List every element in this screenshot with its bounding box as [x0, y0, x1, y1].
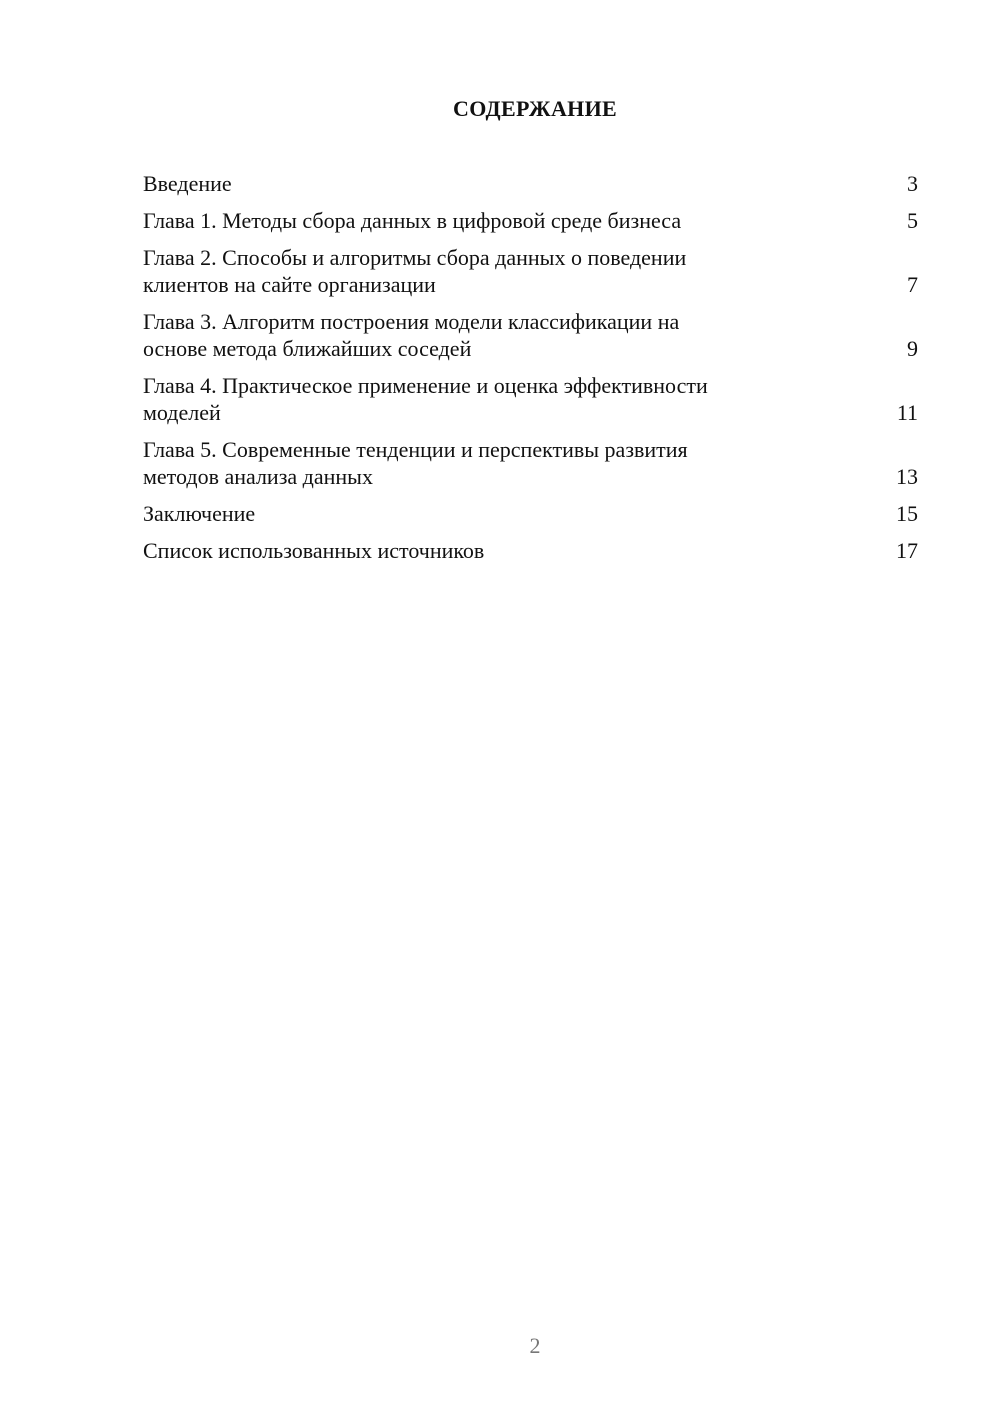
toc-entry-page: 3	[907, 171, 918, 196]
toc-entry-chapter-5	[143, 436, 918, 490]
toc-entry-title: Глава 4. Практическое применение и оценка эффективности моделей	[143, 373, 708, 425]
toc-entry-page: 5	[907, 208, 918, 233]
toc-entry-page: 7	[907, 272, 918, 297]
page-number: 2	[529, 1333, 541, 1358]
toc-entry-title: Глава 5. Современные тенденции и перспективы развития методов анализа данных	[143, 437, 688, 489]
toc-entry-page: 15	[896, 501, 918, 526]
page-title: СОДЕРЖАНИЕ	[453, 96, 617, 121]
toc-entry-chapter-4	[143, 372, 918, 426]
toc-entry-title: Введение	[143, 171, 232, 196]
toc-entry-chapter-3	[143, 308, 918, 362]
table-of-contents	[143, 170, 918, 574]
toc-entry-title: Глава 1. Методы сбора данных в цифровой среде бизнеса	[143, 208, 682, 233]
toc-entry-title: Список использованных источников	[143, 538, 485, 563]
toc-entry-title: Заключение	[143, 501, 256, 526]
toc-entry-page: 9	[907, 336, 918, 361]
toc-entry-chapter-2	[143, 244, 918, 298]
toc-entry-chapter-1	[143, 207, 918, 234]
toc-entry-page: 13	[896, 464, 918, 489]
toc-entry-page: 11	[896, 400, 918, 425]
toc-entry-conclusion	[143, 500, 918, 527]
toc-entry-page: 17	[896, 538, 918, 563]
toc-entry-references	[143, 537, 918, 564]
toc-entry-title: Глава 3. Алгоритм построения модели классификации на основе метода ближайших соседей	[143, 309, 680, 361]
toc-entry-introduction	[143, 170, 918, 197]
toc-entry-title: Глава 2. Способы и алгоритмы сбора данных о поведении клиентов на сайте организации	[143, 245, 687, 297]
